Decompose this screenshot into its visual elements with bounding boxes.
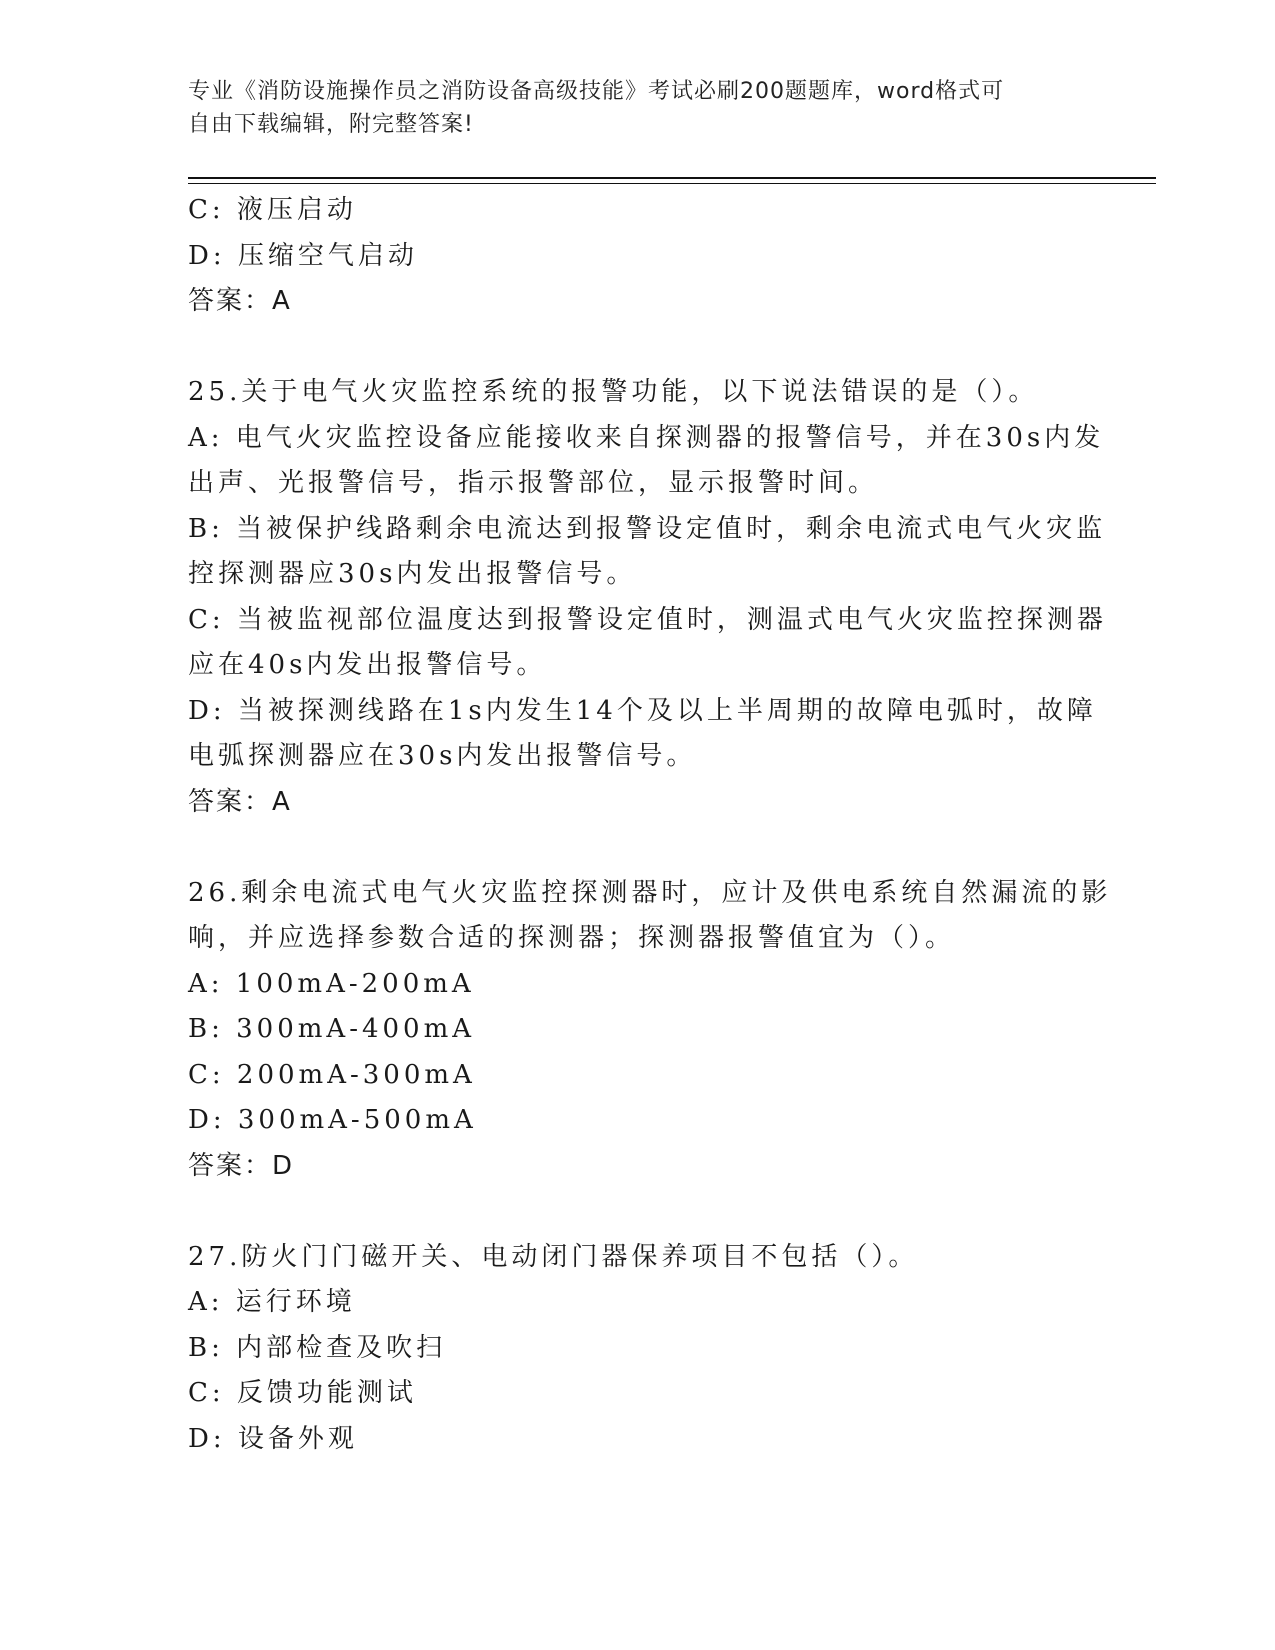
option-d-continued: 电弧探测器应在30s内发出报警信号。 bbox=[188, 741, 697, 771]
spacer bbox=[188, 1189, 1078, 1235]
option-c-continued: 应在40s内发出报警信号。 bbox=[188, 650, 547, 680]
header-line-2: 自由下载编辑，附完整答案! bbox=[188, 112, 474, 137]
option-b-continued: 控探测器应30s内发出报警信号。 bbox=[188, 559, 637, 589]
option-b: B: 300mA-400mA bbox=[188, 1014, 476, 1044]
option-d: D: 设备外观 bbox=[188, 1423, 358, 1454]
document-header bbox=[188, 75, 1068, 141]
answer-label: 答案：A bbox=[188, 786, 292, 817]
answer-label: 答案：D bbox=[188, 1150, 295, 1181]
header-divider-thin bbox=[188, 183, 1156, 184]
header-line-1: 专业《消防设施操作员之消防设备高级技能》考试必刷200题题库，word格式可 bbox=[188, 79, 1005, 104]
question-stem: 26.剩余电流式电气火灾监控探测器时，应计及供电系统自然漏流的影 bbox=[188, 877, 1112, 908]
option-b: B: 当被保护线路剩余电流达到报警设定值时，剩余电流式电气火灾监 bbox=[188, 513, 1107, 544]
option-c: C: 液压启动 bbox=[188, 195, 357, 225]
question-27 bbox=[188, 1235, 1078, 1463]
option-b: B: 内部检查及吹扫 bbox=[188, 1332, 447, 1363]
question-24-tail bbox=[188, 188, 1078, 325]
question-list bbox=[188, 188, 1112, 1462]
option-a-continued: 出声、光报警信号，指示报警部位，显示报警时间。 bbox=[188, 468, 879, 498]
question-stem-continued: 响，并应选择参数合适的探测器；探测器报警值宜为（）。 bbox=[188, 923, 956, 953]
option-d: D: 当被探测线路在1s内发生14个及以上半周期的故障电弧时，故障 bbox=[188, 695, 1097, 726]
option-d: D: 压缩空气启动 bbox=[188, 240, 418, 271]
spacer bbox=[188, 325, 1078, 371]
option-c: C: 反馈功能测试 bbox=[188, 1378, 417, 1408]
option-a: A: 电气火灾监控设备应能接收来自探测器的报警信号，并在30s内发 bbox=[188, 422, 1105, 453]
spacer bbox=[188, 825, 1078, 871]
option-d: D: 300mA-500mA bbox=[188, 1105, 477, 1135]
question-25 bbox=[188, 370, 1107, 825]
answer-label: 答案：A bbox=[188, 286, 292, 316]
question-stem: 25.关于电气火灾监控系统的报警功能，以下说法错误的是（）。 bbox=[188, 377, 1039, 407]
option-a: A: 运行环境 bbox=[188, 1287, 356, 1317]
option-a: A: 100mA-200mA bbox=[188, 968, 475, 999]
option-c: C: 当被监视部位温度达到报警设定值时，测温式电气火灾监控探测器 bbox=[188, 604, 1107, 635]
header-divider-thick bbox=[188, 177, 1156, 179]
question-26 bbox=[188, 871, 1112, 1190]
question-stem: 27.防火门门磁开关、电动闭门器保养项目不包括（）。 bbox=[188, 1241, 919, 1272]
option-c: C: 200mA-300mA bbox=[188, 1059, 476, 1090]
